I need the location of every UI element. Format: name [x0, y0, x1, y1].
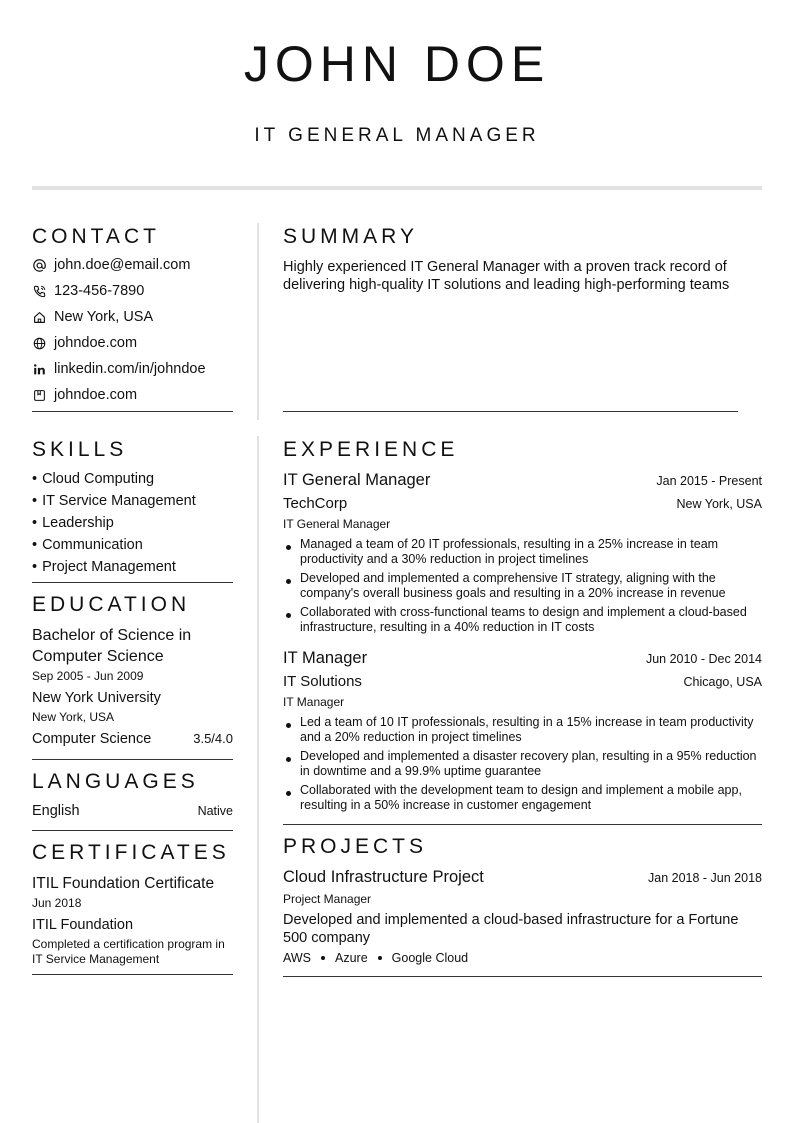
- job-bullet: Managed a team of 20 IT professionals, resulting in a 25% increase in team productivity and a 30% reduction in project timelines: [283, 537, 762, 567]
- language-name: English: [32, 803, 80, 819]
- job-title-row: [283, 468, 762, 492]
- at-icon: [32, 258, 46, 272]
- education-field-row: [32, 729, 233, 750]
- job-bullet: Collaborated with the development team to design and implement a mobile app, resulting in a 50% increase in customer engagement: [283, 783, 762, 813]
- job-bullets: [283, 537, 762, 635]
- candidate-title: IT GENERAL MANAGER: [254, 125, 540, 146]
- skills-heading: SKILLS: [32, 438, 128, 461]
- experience-heading: EXPERIENCE: [283, 438, 459, 461]
- phone-icon: [32, 284, 46, 298]
- job-entry: [283, 468, 762, 635]
- job-company: IT Solutions: [283, 673, 362, 690]
- projects-section: [283, 834, 762, 967]
- skill-item: • Leadership: [32, 512, 233, 534]
- project-tag: Google Cloud: [391, 951, 469, 965]
- job-role: IT General Manager: [283, 517, 391, 531]
- skills-divider: [32, 582, 233, 583]
- certificate-name: ITIL Foundation Certificate: [32, 875, 215, 892]
- column-divider-top: [257, 223, 259, 420]
- job-location: New York, USA: [676, 497, 762, 511]
- project-entry: [283, 865, 762, 967]
- projects-divider: [283, 976, 762, 977]
- summary-section: [283, 224, 762, 294]
- contact-section: [32, 224, 233, 412]
- contact-email[interactable]: [32, 252, 233, 278]
- portfolio-icon: [32, 388, 46, 402]
- job-dates: Jan 2015 - Present: [656, 474, 762, 488]
- job-entry: [283, 646, 762, 813]
- project-title-row: [283, 865, 762, 889]
- job-title: IT General Manager: [283, 471, 431, 489]
- education-location: New York, USA: [32, 710, 115, 724]
- project-description: Developed and implemented a cloud-based infrastructure for a Fortune 500 company: [283, 912, 739, 946]
- language-level: Native: [197, 804, 233, 818]
- summary-divider: [283, 411, 738, 412]
- education-heading: EDUCATION: [32, 593, 191, 616]
- project-role: Project Manager: [283, 892, 372, 906]
- certificates-heading: CERTIFICATES: [32, 841, 230, 864]
- education-divider: [32, 759, 233, 760]
- contact-portfolio-value: johndoe.com: [54, 387, 138, 403]
- job-title: IT Manager: [283, 649, 368, 667]
- project-tags: [283, 949, 762, 967]
- education-dates: Sep 2005 - Jun 2009: [32, 669, 144, 683]
- job-dates: Jun 2010 - Dec 2014: [645, 652, 762, 666]
- contact-website-value: johndoe.com: [54, 335, 138, 351]
- certificate-issuer: ITIL Foundation: [32, 917, 134, 933]
- job-company-row: [283, 670, 762, 693]
- contact-linkedin[interactable]: [32, 356, 233, 382]
- skill-item: • Cloud Computing: [32, 468, 233, 490]
- skill-item: • Project Management: [32, 556, 233, 578]
- experience-divider: [283, 824, 762, 825]
- education-section: [32, 592, 233, 760]
- education-field: Computer Science: [32, 731, 152, 747]
- contact-phone[interactable]: [32, 278, 233, 304]
- job-title-row: [283, 646, 762, 670]
- header-divider: [32, 186, 762, 190]
- column-divider-bottom: [257, 436, 259, 1123]
- contact-heading: CONTACT: [32, 225, 160, 248]
- job-bullet: Led a team of 10 IT professionals, resulting in a 15% increase in team productivity and a 20% reduction in project timelines: [283, 715, 762, 745]
- job-location: Chicago, USA: [683, 675, 762, 689]
- languages-heading: LANGUAGES: [32, 770, 199, 793]
- contact-phone-value: 123-456-7890: [54, 283, 145, 299]
- projects-heading: PROJECTS: [283, 835, 428, 858]
- home-icon: [32, 310, 46, 324]
- education-degree: Bachelor of Science in Computer Science: [32, 627, 192, 665]
- skill-item: • IT Service Management: [32, 490, 233, 512]
- certificates-divider: [32, 974, 233, 975]
- job-bullets: [283, 715, 762, 813]
- candidate-name: JOHN DOE: [243, 36, 551, 92]
- job-company-row: [283, 492, 762, 515]
- contact-email-value: john.doe@email.com: [54, 257, 191, 273]
- skill-item: • Communication: [32, 534, 233, 556]
- summary-heading: SUMMARY: [283, 225, 418, 248]
- project-name: Cloud Infrastructure Project: [283, 868, 484, 886]
- languages-divider: [32, 830, 233, 831]
- project-tag: AWS: [283, 951, 312, 965]
- job-bullet: Collaborated with cross-functional teams to design and implement a cloud-based infrastructure, resulting in a 40% reduction in IT costs: [283, 605, 762, 635]
- project-tag: Azure: [335, 951, 368, 965]
- linkedin-icon: [32, 362, 46, 376]
- job-bullet: Developed and implemented a comprehensive IT strategy, aligning with the company's overall business goals and resulting in a 20% increase in revenue: [283, 571, 762, 601]
- job-company: TechCorp: [283, 495, 348, 512]
- contact-location-value: New York, USA: [54, 309, 154, 325]
- skills-section: [32, 437, 233, 583]
- summary-text: Highly experienced IT General Manager with a proven track record of delivering high-quality IT solutions and leading high-performing teams: [283, 259, 730, 293]
- tag-separator: [378, 956, 382, 960]
- job-role: IT Manager: [283, 695, 345, 709]
- tag-separator: [321, 956, 325, 960]
- contact-location: [32, 304, 233, 330]
- languages-section: [32, 769, 233, 831]
- certificate-date: Jun 2018: [32, 896, 82, 910]
- language-row: [32, 801, 233, 822]
- education-gpa: 3.5/4.0: [193, 731, 233, 746]
- certificates-section: [32, 840, 233, 975]
- globe-icon: [32, 336, 46, 350]
- experience-section: [283, 437, 762, 817]
- contact-linkedin-value: linkedin.com/in/johndoe: [54, 361, 206, 377]
- job-bullet: Developed and implemented a disaster recovery plan, resulting in a 95% reduction in downtime and a 99.9% uptime guarantee: [283, 749, 762, 779]
- certificate-description: Completed a certification program in IT Service Management: [32, 937, 225, 966]
- contact-divider: [32, 411, 233, 412]
- education-school: New York University: [32, 690, 161, 706]
- project-dates: Jan 2018 - Jun 2018: [648, 871, 762, 885]
- contact-portfolio[interactable]: [32, 382, 233, 408]
- contact-website[interactable]: [32, 330, 233, 356]
